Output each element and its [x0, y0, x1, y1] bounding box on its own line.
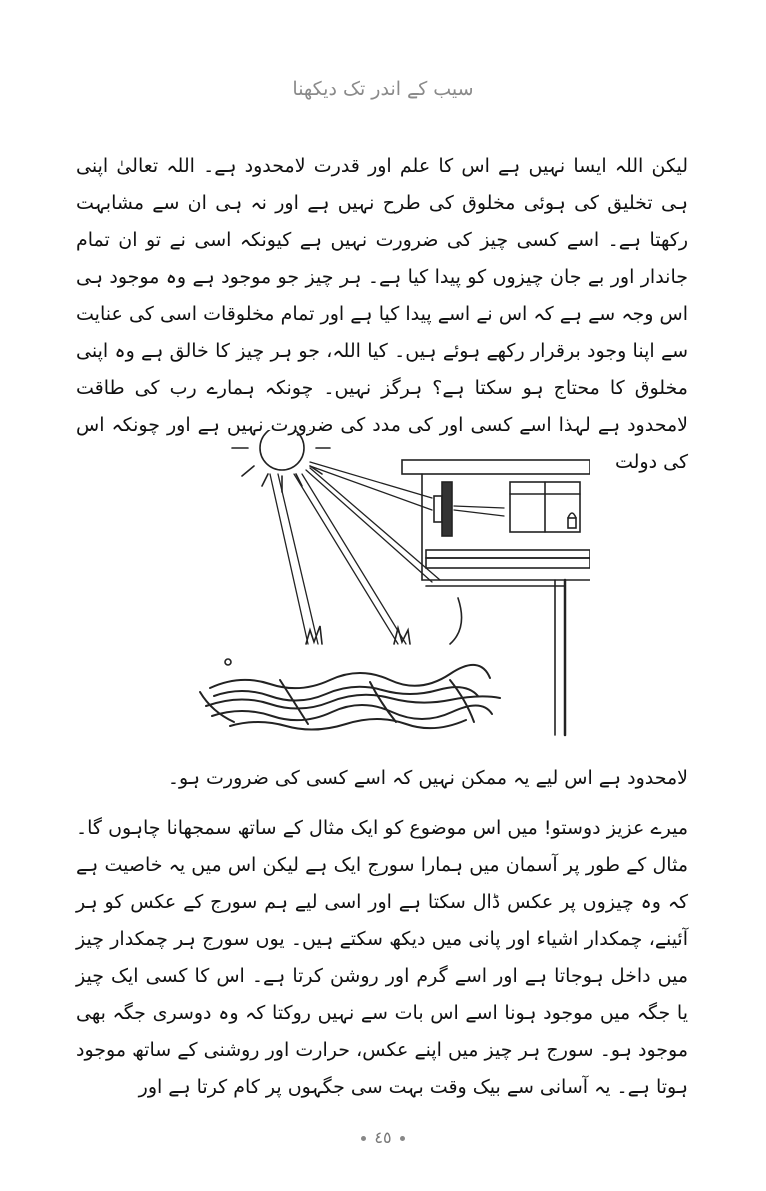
paragraph-1: لیکن اللہ ایسا نہیں ہے اس کا علم اور قدرت لامحدود ہے۔ اللہ تعالیٰ اپنی ہی تخلیق کی ہوئی مخلوق کی طرح نہیں ہے اور نہ ہی ان سے مشابہت رکھتا ہے۔ اسے کسی چیز کی ضرورت نہیں ہے کیونکہ اسی نے تو ان تمام جاندار اور بے جان چیزوں کو پیدا کیا ہے۔ ہر چیز جو موجود ہے وہ موجود ہی اس وجہ سے ہے کہ اس نے اسے پیدا کیا ہے اور تمام مخلوقات اسی کی عنایت سے اپنا وجود برقرار رکھے ہوئے ہیں۔ کیا اللہ، جو ہر چیز کا خالق ہے وہ اپنی مخلوق کا محتاج ہو سکتا ہے؟ ہرگز نہیں۔ چونکہ ہمارے رب کی طاقت لامحدود ہے لہذا اسے کسی اور کی مدد کی ضرورت نہیں ہے اور چونکہ اس کی دولت — [76, 155, 688, 473]
sun-reflection-illustration — [170, 430, 590, 740]
paragraph-2: لامحدود ہے اس لیے یہ ممکن نہیں کہ اسے کسی کی ضرورت ہو۔ — [167, 767, 688, 789]
dot-right — [400, 1136, 405, 1141]
building — [402, 460, 590, 735]
paragraph-3: میرے عزیز دوستو! میں اس موضوع کو ایک مثال کے ساتھ سمجھانا چاہوں گا۔ مثال کے طور پر آسمان میں ہمارا سورج ایک ہے لیکن اس میں یہ خاصیت ہے کہ وہ چیزوں پر عکس ڈال سکتا ہے اور اسی لیے ہم سورج کے عکس کو ہر آئینے، چمکدار اشیاء اور پانی میں دیکھ سکتے ہیں۔ یوں سورج ہر چمکدار چیز میں داخل ہوجاتا ہے اور اسے گرم اور روشن کرتا ہے۔ اس کا کسی ایک چیز یا جگہ میں موجود ہونا اسے اس بات سے نہیں روکتا کہ وہ دوسری جگہ بھی موجود ہو۔ سورج ہر چیز میں اپنے عکس، حرارت اور روشنی کے ساتھ موجود ہوتا ہے۔ یہ آسانی سے بیک وقت بہت سی جگہوں پر کام کرتا ہے اور — [76, 817, 688, 1098]
page-number-text: ٤٥ — [374, 1128, 392, 1147]
water — [200, 665, 500, 730]
dot-left — [361, 1136, 366, 1141]
window — [510, 482, 580, 532]
sun-rays — [270, 462, 504, 644]
mirror — [434, 482, 452, 536]
sun-icon — [232, 430, 330, 492]
running-header: سیب کے اندر تک دیکھنا — [292, 78, 474, 100]
page-number — [0, 1128, 766, 1147]
